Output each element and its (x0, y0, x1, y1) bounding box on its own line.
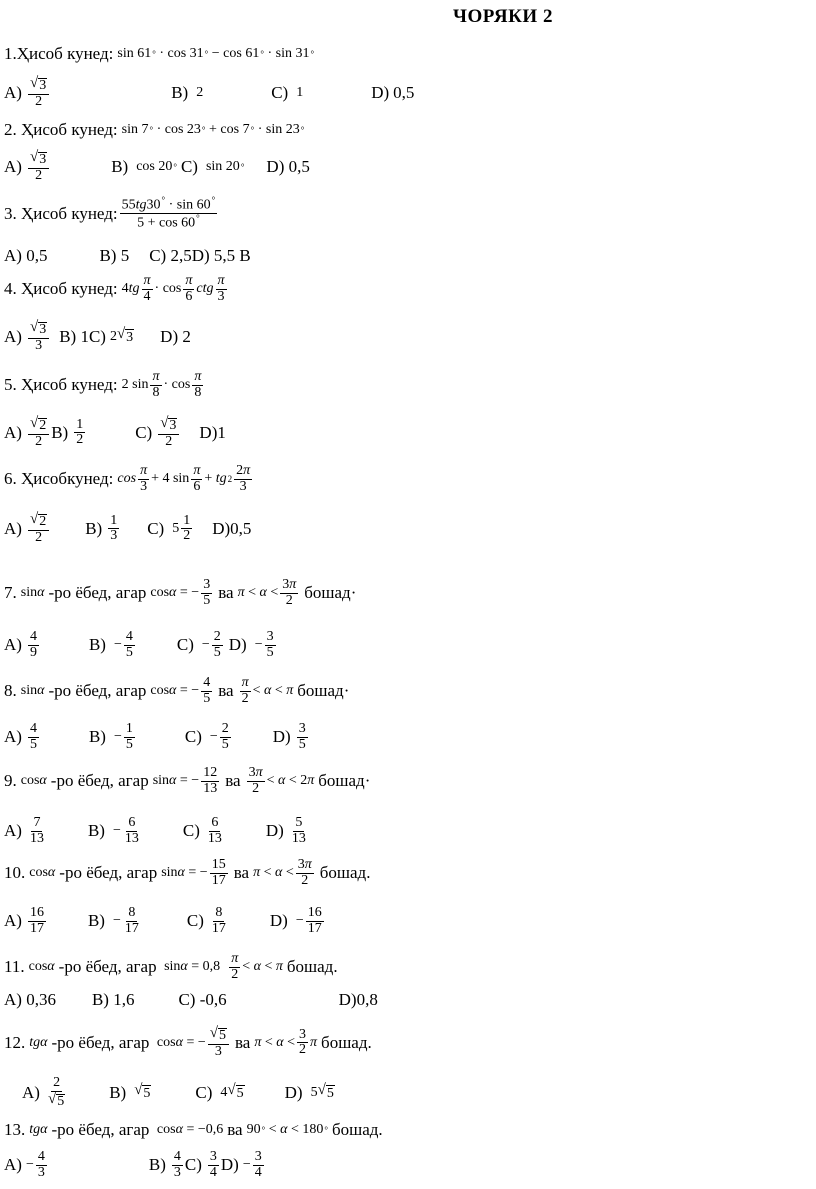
answers-9: A) $\frac{7}{13}$ B) − $\frac{6}{13}$ C) $\frac{6}{13}$ D) $\frac{5}{13}$ (4, 815, 306, 846)
answers-2: A) √ 3 2 B) cos 20 ° C) sin 20 ° D) 0,5 (4, 149, 310, 183)
answers-7: A) $\frac{4}{9}$ B) − $\frac{4}{5}$ C) − $\frac{2}{5}$ D) − $\frac{3}{5}$ (4, 629, 274, 660)
question-7: 7. sin α -ро ёбед, агар cos α = − $\frac{3}{5}$ ва π < α < $\frac{3\pi}{2}$ бошад · (4, 577, 357, 608)
question-9: 9. cos α -ро ёбед, агар sin α = − $\frac{12}{13}$ ва $\frac{3\pi}{2}$ < α < 2 π бошад · (4, 765, 371, 796)
answers-1: A) √ 3 2 B) 2 C) 1 D) 0,5 (4, 75, 415, 109)
question-11: 11. cos α -ро ёбед, агар sin α = 0,8 $\frac{\pi}{2}$ < α < π бошад. (4, 951, 338, 982)
answers-13: A) − $\frac{4}{3}$ B) $\frac{4}{3}$ C) $\frac{3}{4}$ D) − $\frac{3}{4}$ (4, 1149, 262, 1180)
question-5: 5. Ҳисоб кунед: 2 sin $\frac{\pi}{8}$ · cos $\frac{\pi}{8}$ (4, 369, 202, 400)
answers-5: A) √ 2 2 B) $\frac{1}{2}$ C) √ 3 2 D)1 (4, 415, 226, 449)
page-title: ЧОРЯКИ 2 (453, 6, 553, 27)
question-4: 4. Ҳисоб кунед: 4 tg $\frac{\pi}{4}$ · cos $\frac{\pi}{6}$ ctg $\frac{\pi}{3}$ (4, 273, 225, 304)
answers-4: A) √ 3 3 B) 1C) 2 √ 3 D) 2 (4, 319, 191, 353)
question-6: 6. Ҳисобкунед: cos $\frac{\pi}{3}$ + 4 sin $\frac{\pi}{6}$ + tg 2 $\frac{2\pi}{3}$ (4, 463, 251, 494)
question-1 (4, 44, 812, 64)
answers-6: A) √ 2 2 B) $\frac{1}{3}$ C) 5 $\frac{1}{2}$ D)0,5 (4, 511, 252, 545)
answers-11: A) 0,36 B) 1,6 C) -0,6 D)0,8 (4, 990, 378, 1009)
question-13: 13. tgα -ро ёбед, агар cos α = −0,6 ва 90 ° < α < 180 ° бошад. (4, 1120, 383, 1139)
answers-12: A) 2 √ 5 B) √ 5 C) 4 √ 5 D) 5 √ 5 (22, 1075, 334, 1109)
expression: sin 61 ° · cos 31 ° − cos 61 ° · sin 31 ° (117, 46, 315, 61)
question-3: 3. Ҳисоб кунед: $\frac{55tg30^\circ \cdot \sin 60^\circ}{5 + \cos 60^\circ}$ (4, 195, 216, 231)
question-2: 2. Ҳисоб кунед: sin 7 ° · cos 23 ° + cos 7 ° · sin 23 ° (4, 120, 305, 139)
answers-10: A) $\frac{16}{17}$ B) − $\frac{8}{17}$ C) $\frac{8}{17}$ D) − $\frac{16}{17}$ (4, 905, 322, 936)
question-12: 12. tgα -ро ёбед, агар cos α = − √ 5 3 ва π < α < $\frac{3}{2}$ π бошад. (4, 1025, 372, 1059)
question-label: 1.Ҳисоб кунед: (4, 44, 114, 63)
fraction: √ 3 2 (28, 76, 49, 109)
answers-8: A) $\frac{4}{5}$ B) − $\frac{1}{5}$ C) − $\frac{2}{5}$ D) $\frac{3}{5}$ (4, 721, 306, 752)
question-10: 10. cos α -ро ёбед, агар sin α = − $\frac{15}{17}$ ва π < α < $\frac{3\pi}{2}$ бошад. (4, 857, 371, 888)
answers-3: A) 0,5 B) 5 C) 2,5D) 5,5 B (4, 246, 251, 265)
question-8: 8. sin α -ро ёбед, агар cos α = − $\frac{4}{5}$ ва $\frac{\pi}{2}$ < α < π бошад · (4, 675, 350, 706)
